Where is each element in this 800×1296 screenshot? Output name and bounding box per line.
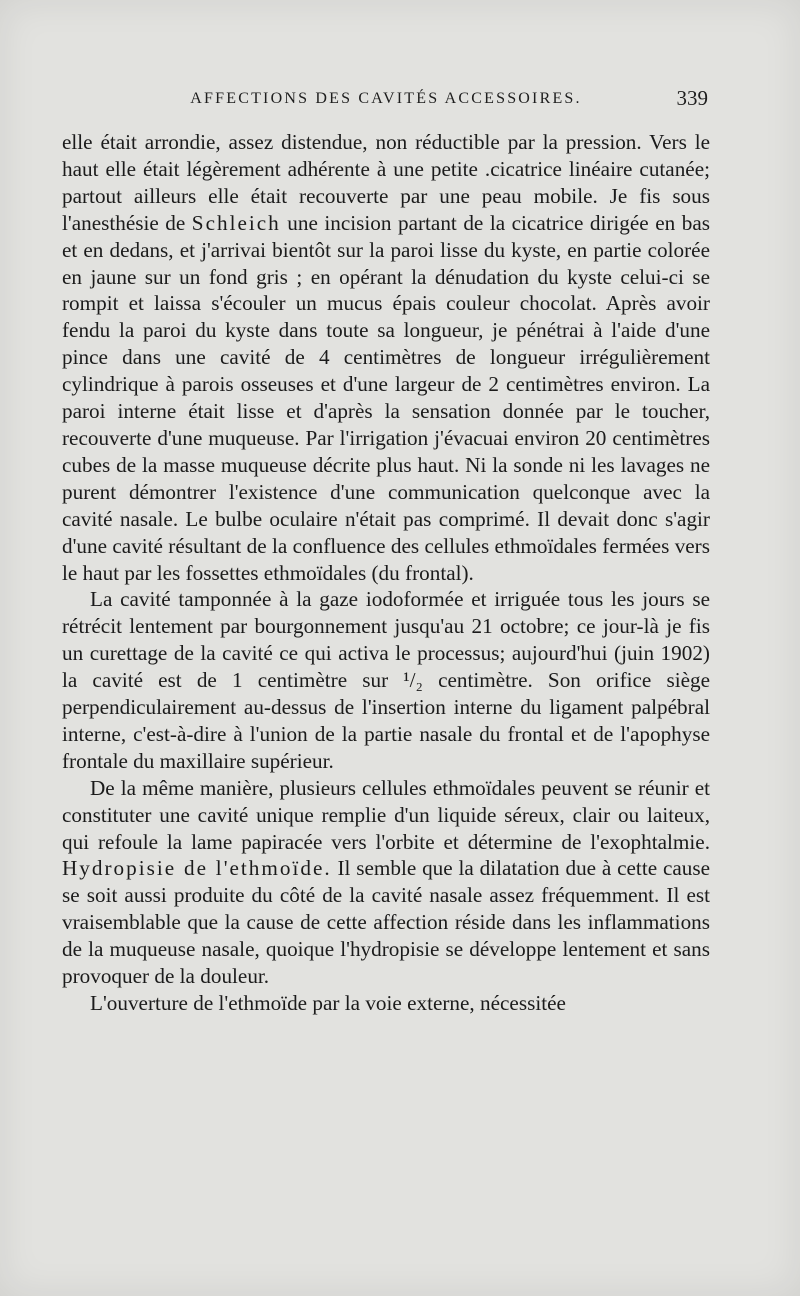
paragraph-2-text-b: centimètre. Son orifice siège perpendiculairement au-dessus de l'insertion interne du ligament palpébral interne, c'est-à-dire à l'union de la partie nasale du frontal et de l'apophyse frontale du maxillaire supérieur. bbox=[62, 668, 710, 773]
paragraph-4 bbox=[62, 990, 710, 1017]
paragraph-1 bbox=[62, 129, 710, 586]
paragraph-3-text-b: Il semble que la dilatation due à cette cause se soit aussi produite du côté de la cavité nasale assez fréquemment. Il est vraisemblable que la cause de cette affection réside dans les inflammations de la muqueuse nasale, quoique l'hydropisie se développe lentement et sans provoquer de la douleur. bbox=[62, 856, 710, 989]
fraction-half: ¹/₂ bbox=[403, 668, 423, 693]
paragraph-4-text: L'ouverture de l'ethmoïde par la voie externe, nécessitée bbox=[90, 991, 566, 1015]
running-head: AFFECTIONS DES CAVITÉS ACCESSOIRES. bbox=[190, 90, 582, 107]
body-text bbox=[62, 129, 710, 1017]
paragraph-1-text-a: elle était arrondie, assez distendue, non réductible par la pression. Vers le haut elle était légèrement adhérente à une petite .cicatrice linéaire cutanée; partout ailleurs elle était recouverte par une peau mobile. Je fis sous l'anesthésie de bbox=[62, 130, 710, 235]
paragraph-3-text-a: De la même manière, plusieurs cellules ethmoïdales peuvent se réunir et constituter une cavité unique remplie d'un liquide séreux, clair ou laiteux, qui refoule la lame papiracée vers l'orbite et détermine de l'exophtalmie. bbox=[62, 775, 710, 854]
paragraph-2-text-a: La cavité tamponnée à la gaze iodoformée et irriguée tous les jours se rétrécit lentement par bourgonnement jusqu'au 21 octobre; ce jour-là je fis un curettage de la cavité ce qui activa le processus; aujourd'hui (juin 1902) la cavité est de 1 centimètre sur bbox=[62, 587, 710, 693]
paragraph-3 bbox=[62, 775, 710, 990]
page-header bbox=[62, 86, 710, 116]
term-hydropisie: Hydropisie de l'ethmoïde. bbox=[62, 856, 332, 881]
page-number: 339 bbox=[676, 86, 708, 110]
paragraph-2 bbox=[62, 586, 710, 774]
paragraph-1-text-b: une incision partant de la cicatrice dirigée en bas et en dedans, et j'arrivai bientôt sur la paroi lisse du kyste, en partie colorée en jaune sur un fond gris ; en opérant la dénudation du kyste celui-ci se rompit et laissa s'écouler un mucus épais couleur chocolat. Après avoir fendu la paroi du kyste dans toute sa longueur, je pénétrai à l'aide d'une pince dans une cavité de 4 centimètres de longueur irrégulièrement cylindrique à parois osseuses et d'une largeur de 2 centimètres environ. La paroi interne était lisse et d'après la sensation donnée par le toucher, recouverte d'une muqueuse. Par l'irrigation j'évacuai environ 20 centimètres cubes de la masse muqueuse décrite plus haut. Ni la sonde ni les lavages ne purent démontrer l'existence d'une communication quelconque avec la cavité nasale. Le bulbe oculaire n'était pas comprimé. Il devait donc s'agir d'une cavité résultant de la confluence des cellules ethmoïdales fermées vers le haut par les fossettes ethmoïdales (du frontal). bbox=[62, 210, 710, 585]
author-name-schleich: Schleich bbox=[191, 210, 281, 235]
